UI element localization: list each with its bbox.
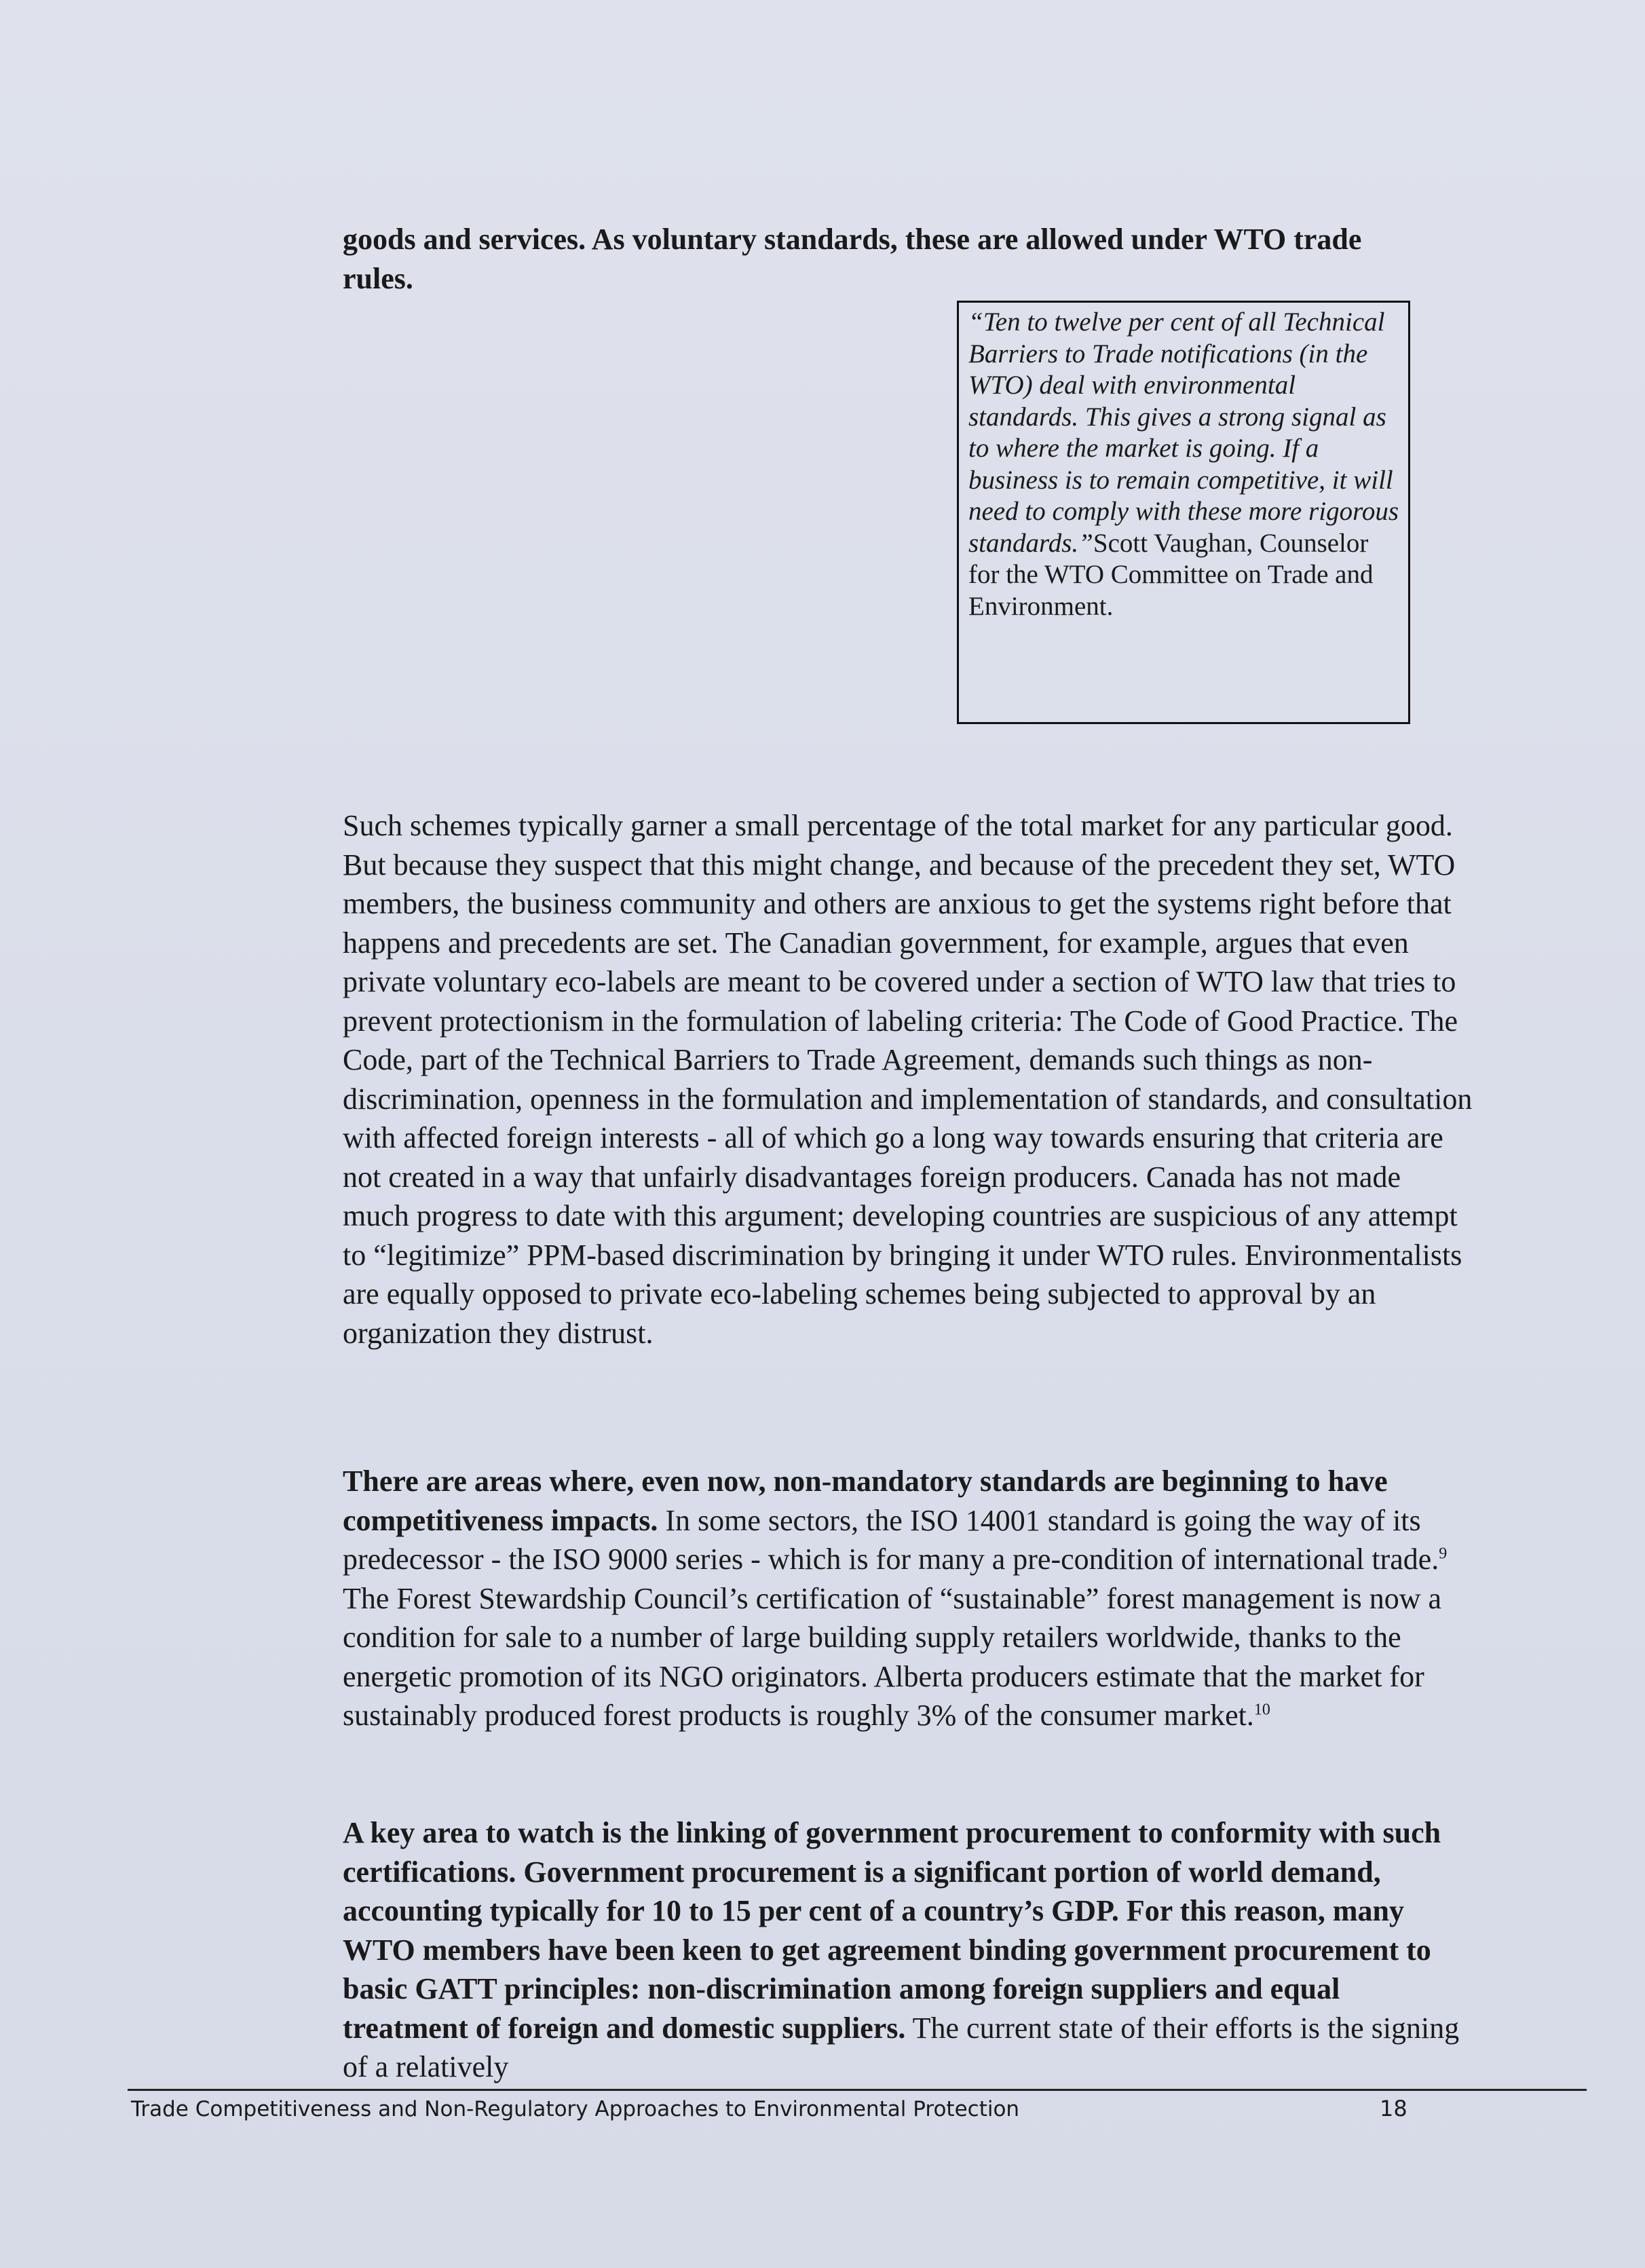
paragraph-4 [343,1813,1473,2087]
paragraph-3-bold: There are areas where, even now, non-mandatory standards are beginning to have competitiveness impacts. [343,1464,1388,1537]
footer-title: Trade Competitiveness and Non-Regulatory Approaches to Environmental Protection [131,2097,1020,2121]
footer-divider [128,2089,1587,2091]
pull-quote-text: “Ten to twelve per cent of all Technical Barriers to Trade notifications (in the WTO) deal with environmental standards. This gives a strong signal as to where the market is going. If a business is to remain competitive, it will need to comply with these more rigorous standards.” [968,307,1399,558]
paragraph-1 [343,220,1429,298]
footnote-ref-9: 9 [1439,1545,1448,1563]
paragraph-4-bold: A key area to watch is the linking of government procurement to conformity with such certifications. Government procurement is a significant portion of world demand, accounting typically for 10 to 15 per cent of a country’s GDP. For this reason, many WTO members have been keen to get agreement binding government procurement to basic GATT principles: non-discrimination among foreign suppliers and equal treatment of foreign and domestic suppliers. [343,1816,1441,2045]
paragraph-3-text-1: In some sectors, the ISO 14001 standard is going the way of its predecessor - the ISO 9000 series - which is for many a pre-condition of international trade. [343,1503,1439,1576]
page-number: 18 [1380,2096,1407,2121]
paragraph-3 [343,1462,1473,1735]
paragraph-2: Such schemes typically garner a small percentage of the total market for any particular good. But because they suspect that this might change, and because of the precedent they set, WTO members, the business community and others are anxious to get the systems right before that happens and precedents are set. The Canadian government, for example, argues that even private voluntary eco-labels are meant to be covered under a section of WTO law that tries to prevent protectionism in the formulation of labeling criteria: The Code of Good Practice. The Code, part of the Technical Barriers to Trade Agreement, demands such things as non-discrimination, openness in the formulation and implementation of standards, and consultation with affected foreign interests - all of which go a long way towards ensuring that criteria are not created in a way that unfairly disadvantages foreign producers. Canada has not made much progress to date with this argument; developing countries are suspicious of any attempt to “legitimize” PPM-based discrimination by bringing it under WTO rules. Environmentalists are equally opposed to private eco-labeling schemes being subjected to approval by an organization they distrust. [343,809,1473,1350]
pull-quote-attribution: Scott Vaughan, Counselor for the WTO Committee on Trade and Environment. [968,528,1374,621]
paragraph-4-text: The current state of their efforts is the signing of a relatively [343,2011,1460,2083]
paragraph-3-text-2: The Forest Stewardship Council’s certification of “sustainable” forest management is now a condition for sale to a number of large building supply retailers worldwide, thanks to the energetic promotion of its NGO originators. Alberta producers estimate that the market for sustainably produced forest products is roughly 3% of the consumer market. [343,1581,1441,1732]
paragraph-1-bold: goods and services. As voluntary standards, these are allowed under WTO trade rules. [343,223,1362,295]
pull-quote-box [957,301,1410,724]
footnote-ref-10: 10 [1253,1701,1270,1719]
